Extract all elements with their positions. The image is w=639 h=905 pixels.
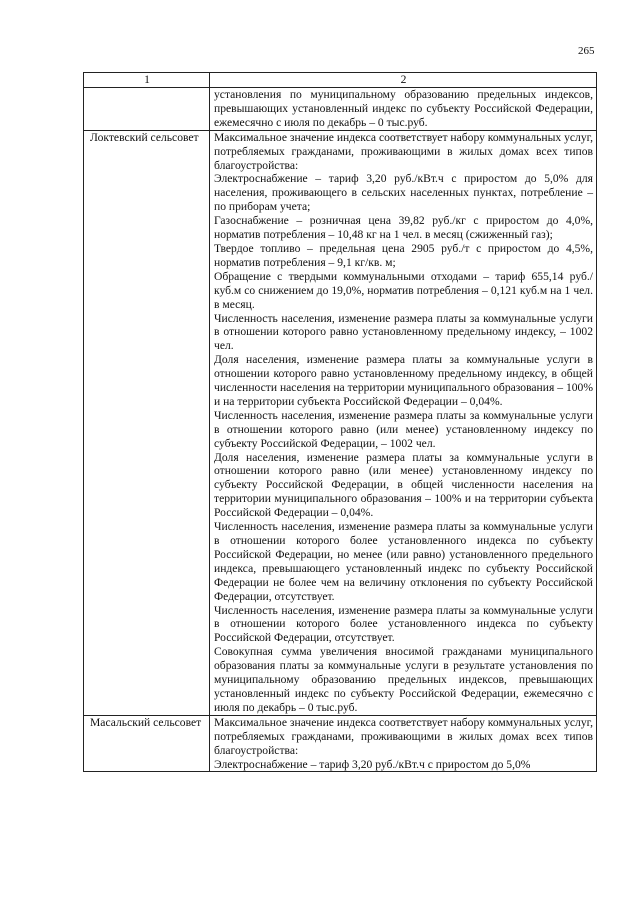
paragraph: установления по муниципальному образованию предельных индексов, превышающих установленный индекс по субъекту Российской Федерации, ежемесячно с июля по декабрь – 0 тыс.руб. bbox=[214, 88, 593, 129]
paragraph: Доля населения, изменение размера платы за коммунальные услуги в отношении которого равно (или менее) установленному индексу по субъекту Российской Федерации, в общей численности населения на территории муниципального образования – 100% и на территории субъекта Российской Федерации – 0,04%. bbox=[214, 450, 593, 520]
column-header-1: 1 bbox=[84, 73, 210, 88]
region-cell bbox=[84, 130, 210, 715]
paragraph: Численность населения, изменение размера платы за коммунальные услуги в отношении которого более установленного индекса по субъекту Российской Федерации, но менее (или равно) установленного предельного индекса, превышающего установленный индекс по субъекту Российской Федерации не более чем на величину отклонения по субъекту Российской Федерации, отсутствует. bbox=[214, 520, 593, 603]
paragraph: Обращение с твердыми коммунальными отходами – тариф 655,14 руб./куб.м со снижением до 19,0%, норматив потребления – 0,121 куб.м на 1 чел. в месяц. bbox=[214, 269, 593, 311]
region-name: Локтевский сельсовет bbox=[90, 130, 199, 144]
paragraph: Максимальное значение индекса соответствует набору коммунальных услуг, потребляемых гражданами, проживающими в жилых домах всех типов благоустройства: bbox=[214, 130, 593, 172]
paragraph: Газоснабжение – розничная цена 39,82 руб./кг с приростом до 4,0%, норматив потребления – 10,48 кг на 1 чел. в месяц (сжиженный газ); bbox=[214, 214, 593, 242]
description-cell bbox=[210, 130, 597, 715]
description-cell bbox=[210, 715, 597, 772]
table-row bbox=[84, 715, 597, 772]
description-cell bbox=[210, 88, 597, 131]
paragraph: Численность населения, изменение размера платы за коммунальные услуги в отношении которого равно (или менее) установленному индексу по субъекту Российской Федерации, – 1002 чел. bbox=[214, 408, 593, 450]
paragraph: Максимальное значение индекса соответствует набору коммунальных услуг, потребляемых гражданами, проживающими в жилых домах всех типов благоустройства: bbox=[214, 715, 593, 757]
column-header-2: 2 bbox=[210, 73, 597, 88]
document-table bbox=[83, 72, 597, 772]
region-name: Масальский сельсовет bbox=[90, 715, 202, 729]
paragraph: Совокупная сумма увеличения вносимой гражданами муниципального образования платы за коммунальные услуги в результате установления по муниципальному образованию предельных индексов, превышающих установленный индекс по субъекту Российской Федерации, ежемесячно с июля по декабрь – 0 тыс.руб. bbox=[214, 645, 593, 714]
paragraph: Численность населения, изменение размера платы за коммунальные услуги в отношении которого равно установленному предельному индексу, – 1002 чел. bbox=[214, 311, 593, 353]
region-cell bbox=[84, 715, 210, 772]
table-row bbox=[84, 130, 597, 715]
paragraph: Электроснабжение – тариф 3,20 руб./кВт.ч с приростом до 5,0% bbox=[214, 757, 531, 771]
page-number: 265 bbox=[578, 45, 595, 57]
table-header-row bbox=[84, 73, 597, 88]
table-row bbox=[84, 88, 597, 131]
paragraph: Электроснабжение – тариф 3,20 руб./кВт.ч с приростом до 5,0% для населения, проживающего в сельских населенных пунктах, потребление – по приборам учета; bbox=[214, 172, 593, 214]
paragraph: Твердое топливо – предельная цена 2905 руб./т с приростом до 4,5%, норматив потребления – 9,1 кг/кв. м; bbox=[214, 241, 593, 269]
paragraph: Численность населения, изменение размера платы за коммунальные услуги в отношении которого более установленного индекса по субъекту Российской Федерации, отсутствует. bbox=[214, 603, 593, 645]
region-cell bbox=[84, 88, 210, 131]
paragraph: Доля населения, изменение размера платы за коммунальные услуги в отношении которого равно установленному предельному индексу, в общей численности населения на территории муниципального образования – 100% и на территории субъекта Российской Федерации – 0,04%. bbox=[214, 353, 593, 408]
